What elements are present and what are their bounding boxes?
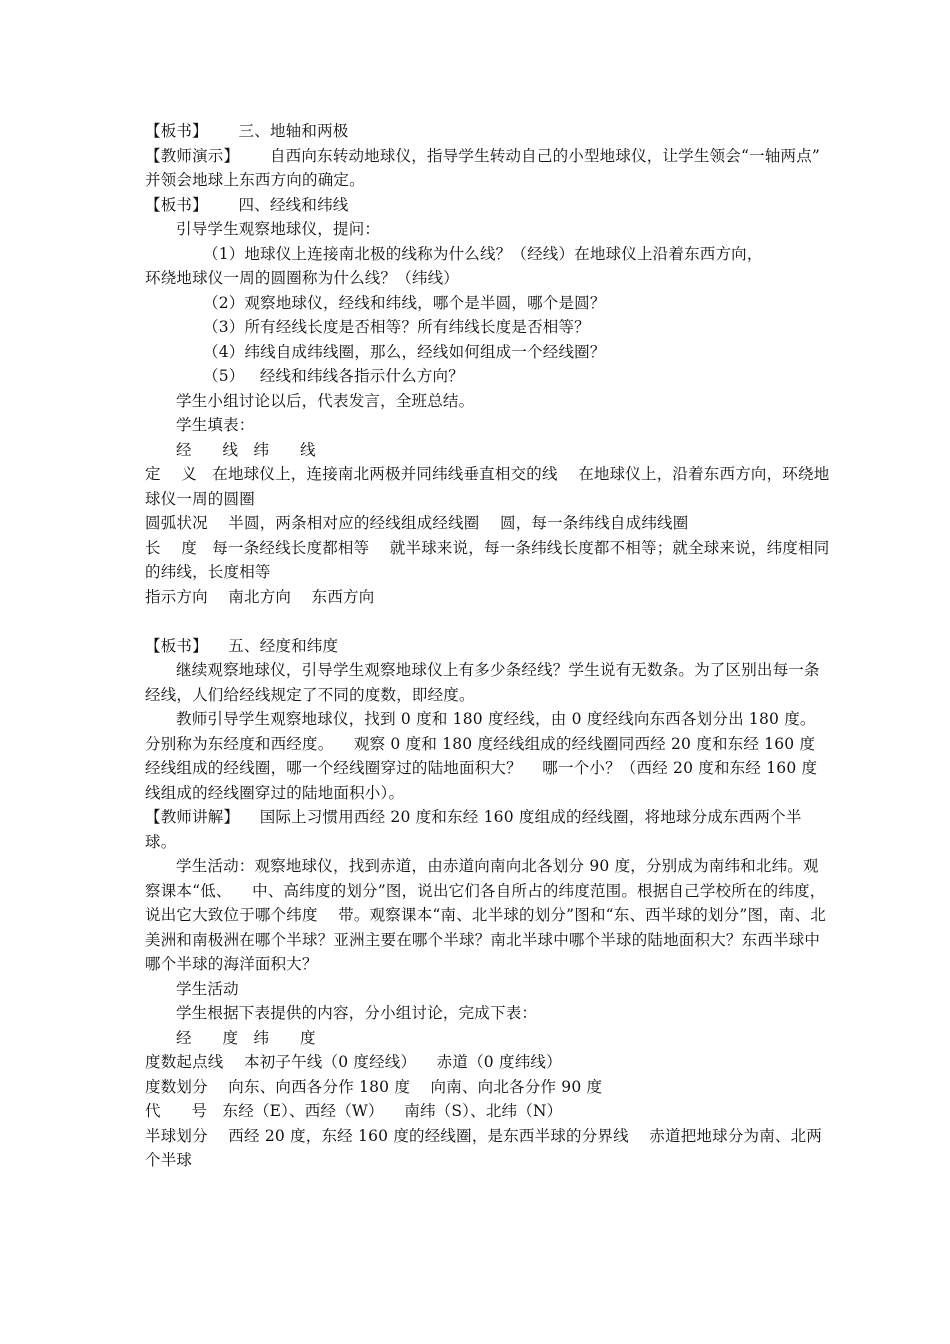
question-1-cont: 环绕地球仪一周的圆圈称为什么线？（纬线） [145, 269, 460, 287]
table1-header: 经 线 纬 线 [176, 440, 316, 459]
complete-table-intro: 学生根据下表提供的内容，分小组讨论，完成下表： [176, 1004, 538, 1022]
blank-line [145, 609, 830, 634]
heading-meridian-parallel: 【板书】 四、经线和纬线 [145, 195, 349, 214]
question-5: （5） 经线和纬线各指示什么方向？ [203, 367, 464, 385]
heading-earth-axis: 【板书】 三、地轴和两极 [145, 122, 349, 140]
teacher-explanation: 【教师讲解】 国际上习惯用西经 20 度和东经 160 度组成的经线圈，将地球分成东西两个半球。 [145, 808, 802, 851]
table2-row-hemisphere: 半球划分 西经 20 度，东经 160 度的经线圈，是东西半球的分界线 赤道把地球分为南、北两个半球 [145, 1126, 823, 1169]
question-3: （3）所有经线长度是否相等？所有纬线长度是否相等？ [203, 318, 590, 336]
table2-row-origin: 度数起点线 本初子午线（0 度经线） 赤道（0 度纬线） [145, 1053, 562, 1071]
table1-row-length: 长 度 每一条经线长度都相等 就半球来说，每一条纬线长度都不相等；就全球来说，纬度相同的纬线，长度相等 [145, 538, 830, 581]
question-2: （2）观察地球仪，经线和纬线，哪个是半圆，哪个是圆？ [203, 293, 606, 312]
fill-table-intro: 学生填表： [176, 416, 255, 434]
table1-row-definition: 定 义 在地球仪上，连接南北两极并同纬线垂直相交的线 在地球仪上，沿着东西方向，环绕地球仪一周的圆圈 [145, 465, 830, 508]
table2-header: 经 度 纬 度 [176, 1028, 316, 1047]
table2-row-code: 代 号 东经（E）、西经（W） 南纬（S）、北纬（N） [145, 1102, 563, 1120]
table2-row-division: 度数划分 向东、向西各分作 180 度 向南、向北各分作 90 度 [145, 1077, 603, 1096]
group-discussion: 学生小组讨论以后，代表发言，全班总结。 [176, 391, 475, 410]
guide-question-intro: 引导学生观察地球仪，提问： [176, 220, 381, 238]
question-1: （1）地球仪上连接南北极的线称为什么线？（经线）在地球仪上沿着东西方向， [203, 244, 763, 263]
paragraph-student-activity: 学生活动：观察地球仪，找到赤道，由赤道向南向北各划分 90 度，分别成为南纬和北纬。观察课本“低、 中、高纬度的划分”图，说出它们各自所占的纬度范围。根据自己学校所在的纬度，说出它大致位于哪个纬度 带。观察课本“南、北半球的划分”图和“东、西半球的划分”图，南、北美洲和南极洲在哪个半球？亚洲主要在哪个半球？南北半球中哪个半球的陆地面积大？东西半球中哪个半球的海洋面积大？ [145, 857, 827, 973]
teacher-demo: 【教师演示】 自西向东转动地球仪，指导学生转动自己的小型地球仪，让学生领会“一轴两点” 并领会地球上东西方向的确定。 [145, 146, 831, 189]
question-4: （4）纬线自成纬线圈，那么，经线如何组成一个经线圈？ [203, 342, 606, 361]
student-activity-label: 学生活动 [176, 979, 239, 998]
heading-longitude-latitude: 【板书】 五、经度和纬度 [145, 636, 339, 655]
paragraph-longitude-intro: 继续观察地球仪，引导学生观察地球仪上有多少条经线？学生说有无数条。为了区别出每一条经线，人们给经线规定了不同的度数，即经度。 [145, 661, 820, 704]
table1-row-direction: 指示方向 南北方向 东西方向 [145, 587, 375, 606]
paragraph-teacher-guide: 教师引导学生观察地球仪，找到 0 度和 180 度经线，由 0 度经线向东西各划分出 180 度。分别称为东经度和西经度。 观察 0 度和 180 度经线组成的经线圈同西经 20 度和东经 160 度经线组成的经线圈，哪一个经线圈穿过的陆地面积大？ 哪一个小？（西经 20 度和东经 160 度线组成的经线圈穿过的陆地面积小）。 [145, 710, 818, 802]
table1-row-shape: 圆弧状况 半圆，两条相对应的经线组成经线圈 圆，每一条纬线自成纬线圈 [145, 514, 689, 532]
